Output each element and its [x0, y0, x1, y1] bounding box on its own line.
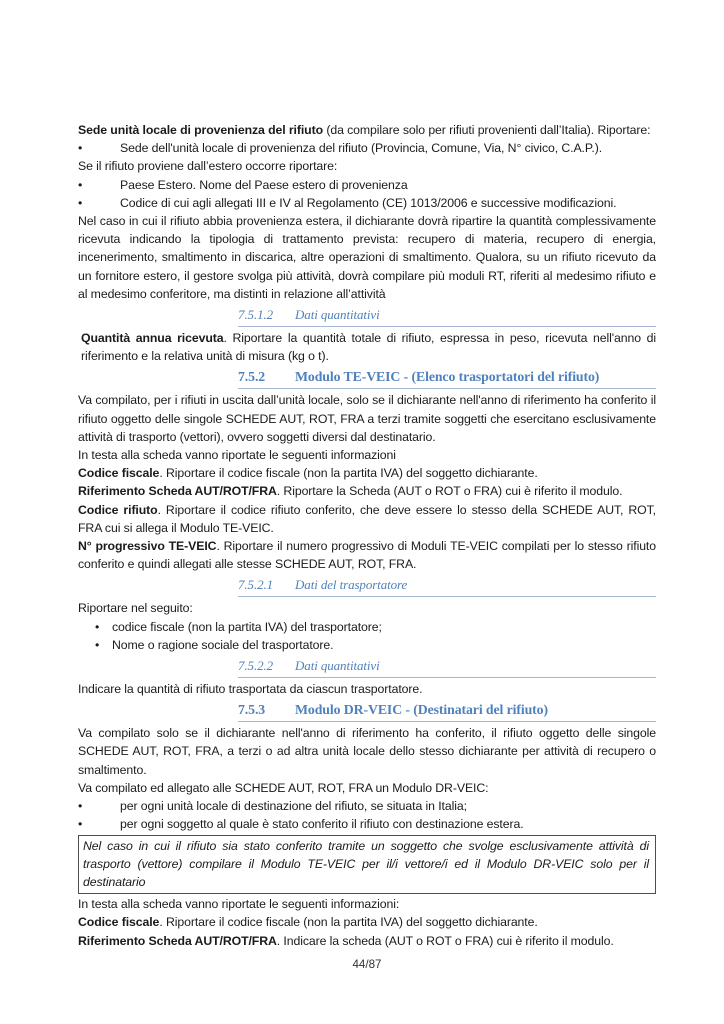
- heading-title: Modulo TE-VEIC - (Elenco trasportatori del rifiuto): [295, 369, 600, 385]
- codice-fiscale-lead: Codice fiscale: [78, 915, 160, 930]
- bullet-text: Paese Estero. Nome del Paese estero di provenienza: [120, 177, 408, 192]
- paragraph-testa-scheda-1: In testa alla scheda vanno riportate le seguenti informazioni: [78, 448, 396, 463]
- bullet-text: per ogni soggetto al quale è stato conferito il rifiuto con destinazione estera.: [120, 817, 524, 832]
- sede-unita-rest: (da compilare solo per rifiuti provenienti dall’Italia). Riportare:: [323, 123, 651, 137]
- bullet-item-cf-trasportatore: [95, 618, 656, 636]
- paragraph-riferimento-scheda-2: [78, 932, 656, 950]
- page-content: [78, 121, 656, 974]
- heading-number: 7.5.2: [238, 369, 266, 385]
- paragraph-riferimento-scheda-1: [78, 482, 656, 500]
- codice-rifiuto-rest: . Riportare il codice rifiuto conferito, che deve essere lo stesso della SCHEDE AUT, ROT, FRA cui si allega il Modulo TE-VEIC.: [78, 502, 656, 535]
- riferimento-lead: Riferimento Scheda AUT/ROT/FRA: [78, 933, 277, 948]
- paragraph-indicare-quantita: Indicare la quantità di rifiuto trasportata da ciascun trasportatore.: [78, 682, 423, 697]
- bullet-text: Sede dell'unità locale di provenienza del rifiuto (Provincia, Comune, Via, N° civico, C.A.P.).: [120, 141, 603, 156]
- codice-fiscale-rest: . Riportare il codice fiscale (non la partita IVA) del soggetto dichiarante.: [159, 915, 538, 930]
- heading-7-5-2-1: [238, 576, 656, 597]
- page-number: 44/87: [352, 957, 382, 971]
- paragraph-codice-fiscale-2: [78, 913, 656, 931]
- heading-number: 7.5.3: [238, 702, 266, 718]
- bullet-icon: •: [78, 817, 83, 832]
- heading-title: Dati del trasportatore: [295, 577, 408, 593]
- bullet-item-destinazione-italia: [78, 797, 656, 815]
- heading-number: 7.5.2.1: [238, 577, 274, 593]
- heading-7-5-1-2: [238, 306, 656, 327]
- bullet-icon: •: [78, 195, 83, 210]
- paragraph-teveic-intro: Va compilato, per i rifiuti in uscita dall’unità locale, solo se il dichiarante nell'anno di riferimento ha conferito il rifiuto oggetto delle singole SCHEDE AUT, ROT, FRA a terzi tramite soggetti che esercitano esclusivamente attività di trasporto (vettori), ovvero soggetti diversi dal destinatario.: [78, 393, 656, 444]
- heading-title: Modulo DR-VEIC - (Destinatari del rifiuto): [295, 702, 548, 718]
- bullet-text: codice fiscale (non la partita IVA) del trasportatore;: [112, 619, 382, 634]
- quantita-lead: Quantità annua ricevuta: [81, 331, 224, 346]
- bullet-item-sede: [78, 139, 656, 157]
- paragraph-codice-rifiuto: [78, 501, 656, 537]
- bullet-item-destinazione-estera: [78, 815, 656, 833]
- bullet-icon: •: [95, 619, 100, 634]
- riferimento-rest: . Riportare la Scheda (AUT o ROT o FRA) cui è riferito il modulo.: [276, 484, 623, 499]
- progressivo-rest: . Riportare il numero progressivo di Moduli TE-VEIC compilati per lo stesso rifiuto conferito e quindi allegati alle stesse SCHEDE AUT, ROT, FRA.: [78, 539, 656, 572]
- paragraph-quantita-annua: [78, 329, 656, 365]
- heading-7-5-2-2: [238, 657, 656, 678]
- codice-rifiuto-lead: Codice rifiuto: [78, 502, 158, 517]
- heading-7-5-3: [238, 701, 656, 722]
- paragraph-provenienza-estera: Nel caso in cui il rifiuto abbia provenienza estera, il dichiarante dovrà ripartire la quantità complessivamente ricevuta indicando la tipologia di trattamento prevista: recupero di materia, recupero di energia, incenerimento, smaltimento in discarica, altre operazioni di smaltimento. Qualora, su un rifiuto ricevuto da un fornitore estero, il gestore svolga più attività, dovrà compilare più moduli RT, riferiti al medesimo rifiuto e al medesimo conferitore, ma distinti in relazione all’attività: [78, 214, 656, 301]
- bullet-text: Codice di cui agli allegati III e IV al Regolamento (CE) 1013/2006 e successive modificazioni.: [120, 195, 617, 210]
- bullet-icon: •: [78, 177, 83, 192]
- paragraph-drveic-allegato: Va compilato ed allegato alle SCHEDE AUT, ROT, FRA un Modulo DR-VEIC:: [78, 780, 489, 795]
- paragraph-riportare-seguito: Riportare nel seguito:: [78, 601, 193, 616]
- riferimento-rest: . Indicare la scheda (AUT o ROT o FRA) cui è riferito il modulo.: [276, 933, 614, 948]
- bullet-text: per ogni unità locale di destinazione del rifiuto, se situata in Italia;: [120, 799, 467, 814]
- bullet-icon: •: [95, 637, 100, 652]
- paragraph-testa-scheda-2: In testa alla scheda vanno riportate le seguenti informazioni:: [78, 897, 400, 912]
- note-box-vettore: Nel caso in cui il rifiuto sia stato conferito tramite un soggetto che svolge esclusivamente attività di trasporto (vettore) compilare il Modulo TE-VEIC per il/i vettore/i ed il Modulo DR-VEIC solo per il destinatario: [78, 835, 656, 895]
- bullet-icon: •: [78, 799, 83, 814]
- heading-title: Dati quantitativi: [295, 658, 380, 674]
- heading-title: Dati quantitativi: [295, 307, 380, 323]
- heading-number: 7.5.2.2: [238, 658, 274, 674]
- bullet-item-codice-ce: [78, 194, 656, 212]
- bullet-icon: •: [78, 141, 83, 156]
- paragraph-progressivo-teveic: [78, 537, 656, 573]
- riferimento-lead: Riferimento Scheda AUT/ROT/FRA: [78, 484, 277, 499]
- heading-7-5-2: [238, 368, 656, 389]
- sede-unita-lead: Sede unità locale di provenienza del rifiuto: [78, 123, 324, 137]
- paragraph-sede-unita: [78, 121, 656, 139]
- paragraph-drveic-intro: Va compilato solo se il dichiarante nell'anno di riferimento ha conferito, il rifiuto oggetto delle singole SCHEDE AUT, ROT, FRA, a terzi o ad altra unità locale dello stesso dichiarante per attività di recupero o smaltimento.: [78, 726, 656, 777]
- progressivo-lead: N° progressivo TE-VEIC: [78, 539, 217, 554]
- quantita-rest: . Riportare la quantità totale di rifiuto, espressa in peso, ricevuta nell'anno di riferimento e la relativa unità di misura (kg o t).: [81, 331, 656, 364]
- paragraph-estero-intro: Se il rifiuto proviene dall’estero occorre riportare:: [78, 159, 338, 174]
- heading-number: 7.5.1.2: [238, 307, 274, 323]
- codice-fiscale-lead: Codice fiscale: [78, 466, 160, 481]
- bullet-item-nome-trasportatore: [95, 636, 656, 654]
- bullet-item-paese: [78, 176, 656, 194]
- codice-fiscale-rest: . Riportare il codice fiscale (non la partita IVA) del soggetto dichiarante.: [159, 466, 538, 481]
- paragraph-codice-fiscale-1: [78, 464, 656, 482]
- bullet-text: Nome o ragione sociale del trasportatore.: [112, 637, 334, 652]
